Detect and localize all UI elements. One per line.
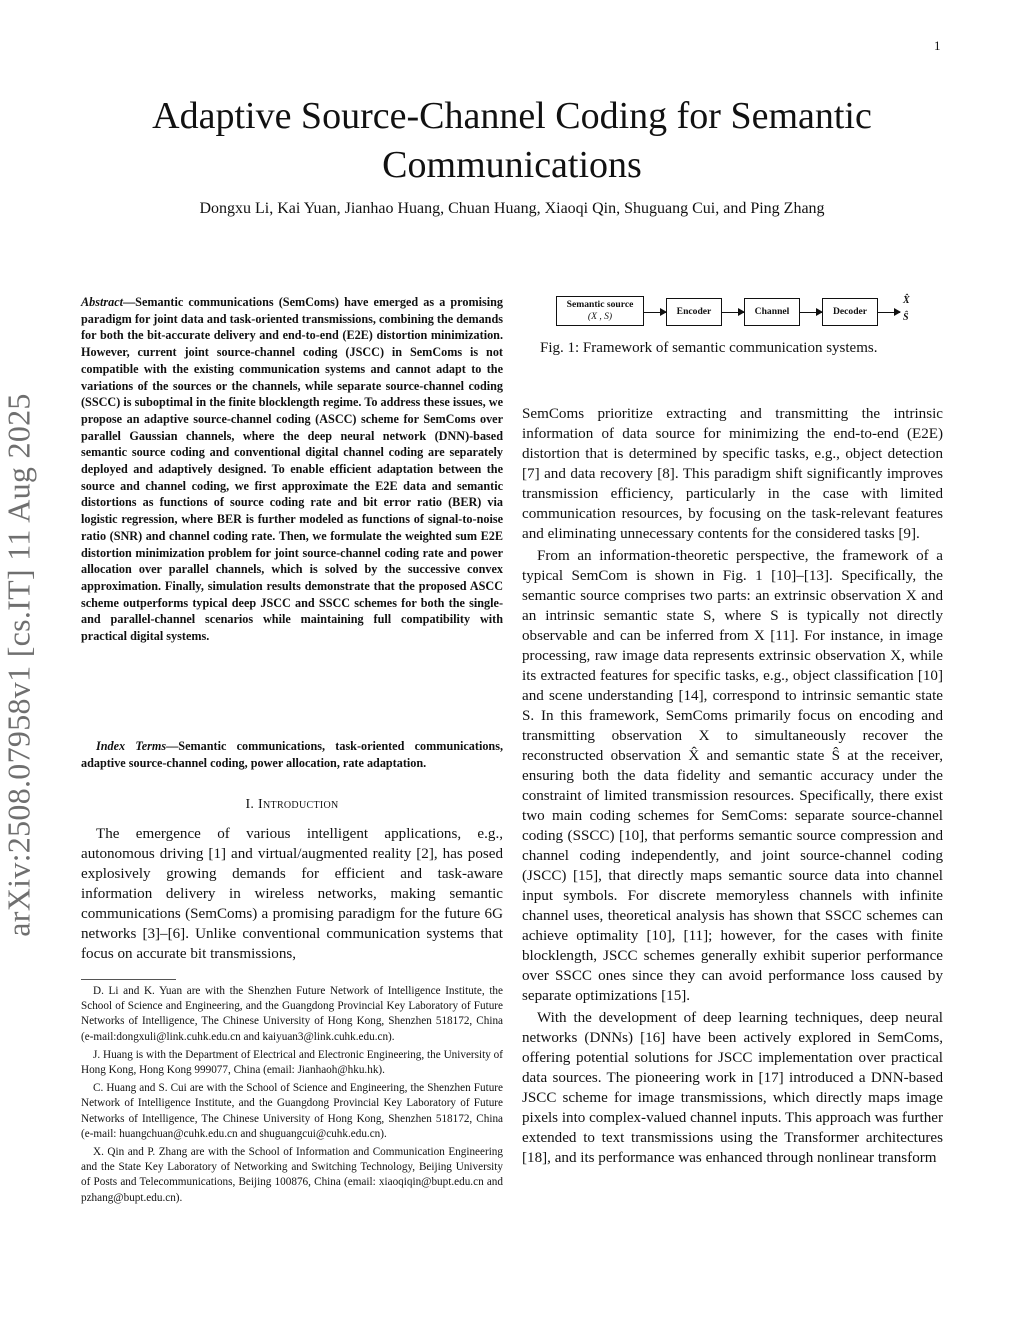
abstract: [81, 294, 503, 645]
index-terms: [81, 738, 503, 771]
output-x-hat: X̂: [903, 295, 910, 306]
encoder-box: [666, 298, 722, 326]
author-list: Dongxu Li, Kai Yuan, Jianhao Huang, Chuan Huang, Xiaoqi Qin, Shuguang Cui, and Ping Zhang: [199, 200, 825, 217]
arrow-source-encoder: [644, 312, 666, 313]
section-title: Introduction: [258, 797, 339, 812]
footnote: X. Qin and P. Zhang are with the School of Information and Communication Engineering and the State Key Laboratory of Networking and Switching Technology, Beijing University of Posts and Telecommunications, Beijing 100876, China (email: xiaoqiqin@bupt.edu.cn and pzhang@bupt.edu.cn).: [81, 1146, 503, 1204]
section-heading: [81, 797, 503, 813]
intro-text: [81, 824, 503, 964]
body-paragraph: SemComs prioritize extracting and transmitting the intrinsic information of data source for minimizing the end-to-end (E2E) distortion that is determined by specific tasks, e.g., object detection [7] and data recovery [8]. This paradigm shift significantly improves transmission efficiency, particularly in the case with limited communication resources, by focusing on the task-relevant features and eliminating unnecessary contents for the considered tasks [9].: [522, 406, 943, 542]
figure-caption: Fig. 1: Framework of semantic communication systems.: [540, 340, 878, 356]
footnotes: [81, 984, 503, 1209]
arrow-channel-decoder: [800, 312, 822, 313]
figure-framework-diagram: [548, 292, 928, 336]
output-s-hat: Ŝ: [903, 312, 909, 323]
footnote-rule: [81, 979, 176, 980]
semantic-source-box: [556, 296, 644, 326]
paper-title: Adaptive Source-Channel Coding for Semantic Communications: [152, 95, 872, 186]
body-paragraph: From an information-theoretic perspective, the framework of a typical SemCom is shown in Fig. 1 [10]–[13]. Specifically, the semantic source comprises two parts: an extrinsic observation X and an intrinsic semantic state S, where S is typically not directly observable and can be inferred from X [11]. For instance, in image processing, raw image data represents extrinsic observation X, while its extracted features for specific tasks, e.g., object classification [10] and scene understanding [14], correspond to intrinsic semantic state S. In this framework, SemComs primarily focus on encoding and transmitting observation X to simultaneously recover the reconstructed observation X̂ and semantic state Ŝ at the receiver, ensuring both the data fidelity and semantic accuracy under the constraint of limited transmission resources. Specifically, there exist two main coding schemes for SemComs: separate source-channel coding (SSCC) [10], that performs semantic source compression and channel coding independently, and joint source-channel coding (JSCC) [15], that directly maps semantic source data into channel input symbols. For discrete memoryless channels with infinite channel uses, theoretical analysis has shown that SSCC schemes can achieve optimality [10], [11]; however, for the cases with finite blocklength, JSCC schemes generally exhibit superior performance over SSCC ones since they can avoid performance loss caused by separate optimizations [15].: [522, 548, 943, 1004]
arrow-decoder-output: [878, 312, 900, 313]
intro-paragraph: The emergence of various intelligent applications, e.g., autonomous driving [1] and virtual/augmented reality [2], has posed explosively growing demands for efficient and task-aware information delivery in wireless networks, making semantic communications (SemComs) a promising paradigm for the future 6G networks [3]–[6]. Unlike conventional communication systems that focus on accurate bit transmissions,: [81, 826, 503, 962]
footnote: D. Li and K. Yuan are with the Shenzhen Future Network of Intelligence Institute, the School of Science and Engineering, and the Guangdong Provincial Key Laboratory of Future Networks of Intelligence, The Chinese University of Hong Kong, Shenzhen 518172, China (e-mail:dongxuli@link.cuhk.edu.cn and kaiyuan3@link.cuhk.edu.cn).: [81, 985, 503, 1043]
footnote: C. Huang and S. Cui are with the School of Science and Engineering, the Shenzhen Future Network of Intelligence Institute, and the Guangdong Provincial Key Laboratory of Future Networks of Intelligence, The Chinese University of Hong Kong, Shenzhen 518172, China (e-mail: huangchuan@cuhk.edu.cn and shuguangcui@cuhk.edu.cn).: [81, 1082, 503, 1140]
footnote: J. Huang is with the Department of Electrical and Electronic Engineering, the University of Hong Kong, Hong Kong 999077, China (email: Jianhaoh@hku.hk).: [81, 1048, 503, 1077]
decoder-box: [822, 298, 878, 326]
abstract-label: Abstract: [81, 295, 123, 309]
semantic-source-label: Semantic source: [566, 299, 634, 310]
index-terms-label: Index Terms: [96, 739, 167, 753]
abstract-text: —Semantic communications (SemComs) have emerged as a promising paradigm for joint data and task-oriented transmissions, combining the demands for both the bit-accurate delivery and end-to-end (E2E) distortion minimization. However, current joint source-channel coding (JSCC) in SemComs is not compatible with the existing communication systems and cannot adapt to the variations of the sources or the channels, while separate source-channel coding (SSCC) is suboptimal in the finite blocklength regime. To address these issues, we propose an adaptive source-channel coding (ASCC) scheme for SemComs over parallel Gaussian channels, where the deep neural network (DNN)-based semantic source coding and conventional digital channel coding are separately deployed and adaptively designed. To enable efficient adaptation between the source and channel coding, we first approximate the E2E data and semantic distortions as functions of source coding rate and bit error ratio (BER) via logistic regression, where BER is further modeled as functions of signal-to-noise ratio (SNR) and channel coding rate. Then, we formulate the weighted sum E2E distortion minimization problem for joint source-channel coding rate and power allocation over parallel channels, which is solved by the successive convex approximation. Finally, simulation results demonstrate that the proposed ASCC scheme outperforms typical deep JSCC and SSCC schemes for both the single- and parallel-channel scenarios while maintaining full compatibility with practical digital systems.: [81, 295, 503, 644]
arrow-encoder-channel: [722, 312, 744, 313]
decoder-label: Decoder: [832, 306, 868, 317]
page-number: 1: [934, 38, 941, 53]
semantic-source-sub: (X , S): [587, 311, 613, 322]
section-number: I.: [245, 797, 255, 812]
encoder-label: Encoder: [676, 306, 712, 317]
right-column-text: [522, 404, 943, 1168]
channel-box: [744, 298, 800, 326]
index-terms-text: —Semantic communications, task-oriented communications, adaptive source-channel coding, power allocation, rate adaptation.: [81, 739, 503, 770]
arxiv-identifier: arXiv:2508.07958v1 [cs.IT] 11 Aug 2025: [0, 393, 37, 937]
channel-label: Channel: [754, 306, 790, 317]
body-paragraph: With the development of deep learning techniques, deep neural networks (DNNs) [16] have been actively explored in SemComs, offering potential solutions for JSCC implementation over practical data sources. The pioneering work in [17] introduced a DNN-based JSCC scheme for image transmissions, which directly maps image pixels into complex-valued channel inputs. This approach was further extended to text transmissions using the Transformer architectures [18], and its performance was enhanced through nonlinear transform: [522, 1010, 943, 1166]
